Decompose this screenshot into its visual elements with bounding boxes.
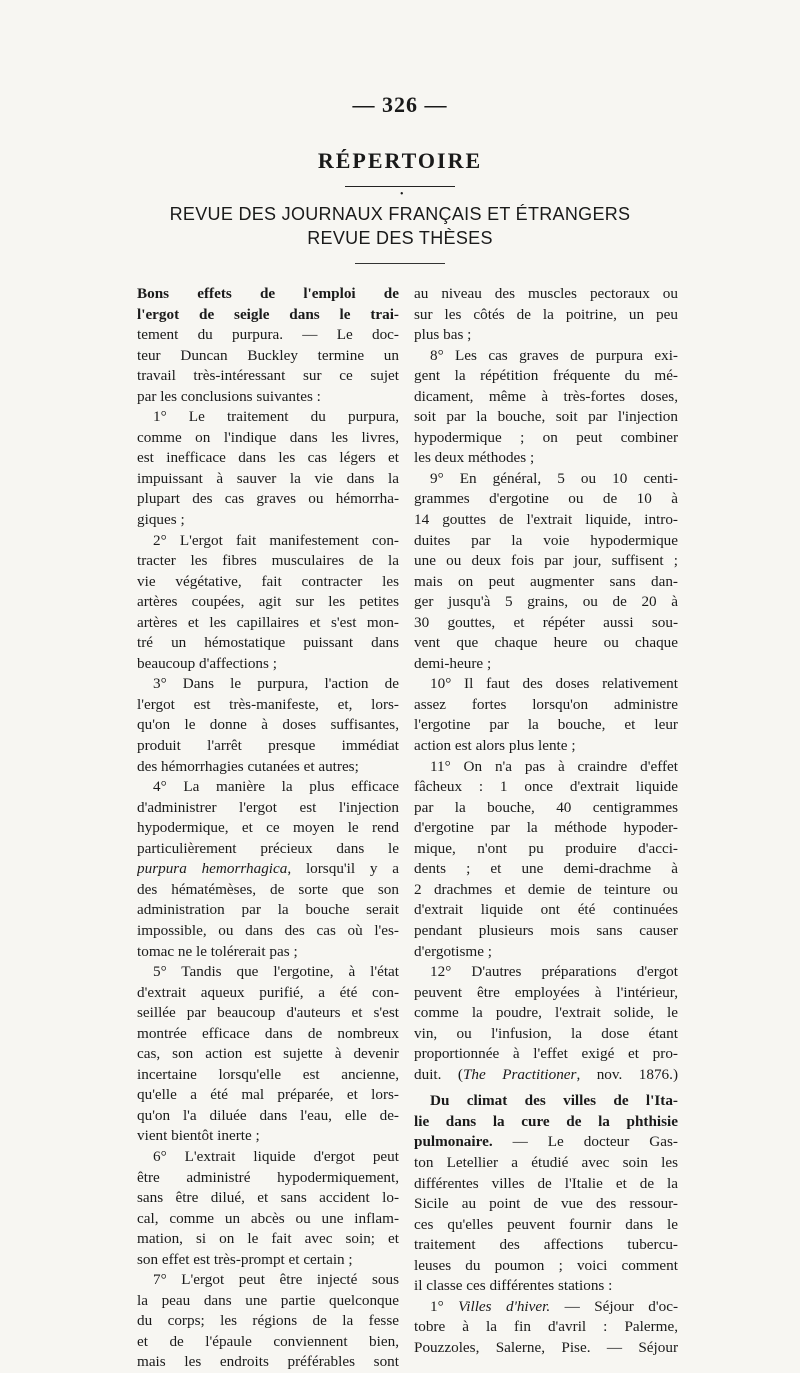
text-line: d'extrait liquide ont été continuées [414,901,678,919]
text-line: vie végétative, fait contracter les [137,572,399,590]
text-line: administration par la bouche serait [137,901,399,919]
text-line: 7° L'ergot peut être injecté sous [153,1271,399,1289]
text-line: les deux méthodes ; [414,449,535,467]
text-line: dents ; et une demi-drachme à [414,860,678,878]
text-line: mais on peut augmenter sans dan- [414,572,678,590]
text-line: par les conclusions suivantes : [137,387,321,405]
text-line: 12° D'autres préparations d'ergot [430,963,678,981]
text-line: différentes villes de l'Italie et de la [414,1174,678,1192]
text-line: et de l'épaule conviennent bien, [137,1332,399,1350]
text-line: tomac ne le tolérerait pas ; [137,942,298,960]
text-line: des hémorrhagies cutanées et autres; [137,757,359,775]
text-line: tré un hémostatique puissant dans [137,634,399,652]
text-line: d'ergotine par la méthode hypoder- [414,819,678,837]
text-line: duites par la voie hypodermique [414,531,678,549]
text-line: dicament, même à très-fortes doses, [414,387,678,405]
text-line: soit par la bouche, soit par l'injection [414,408,678,426]
text-line: 5° Tandis que l'ergotine, à l'état [153,963,399,981]
text-line: giques ; [137,511,185,529]
text-line: demi-heure ; [414,654,492,672]
text-line: comme la poudre, l'extrait solide, le [414,1004,678,1022]
text-line: hypodermique, et ce moyen le rend [137,819,399,837]
text-line: l'ergot de seigle dans le trai- [137,305,399,323]
text-line: d'administrer l'ergot est l'injection [137,798,399,816]
text-line: impuissant à sauver la vie dans la [137,469,399,487]
text-line: grammes d'ergotine ou de 10 à [414,490,678,508]
text-line: action est alors plus lente ; [414,737,576,755]
text-line: 8° Les cas graves de purpura exi- [430,346,678,364]
text-line: tobre à la fin d'avril : Palerme, [414,1318,678,1336]
text-line: 2° L'ergot fait manifestement con- [153,531,399,549]
text-line: l'ergot est très-manifeste, et, lors- [137,695,399,713]
text-line: artères coupées, agit sur les petites [137,593,399,611]
text-line: 2 drachmes et demie de teinture ou [414,880,678,898]
left-column [137,284,399,1373]
text-line: Sicile au point de vue des ressour- [414,1195,678,1213]
text-line: sans être dilué, et sans accident lo- [137,1189,399,1207]
subtitle [0,202,800,250]
text-line: 14 gouttes de l'extrait liquide, intro- [414,511,678,529]
text-line: purpura hemorrhagica, lorsqu'il y a [137,860,399,878]
text-line: ton Letellier a étudié avec soin les [414,1153,678,1171]
text-line: impossible, ou dans des cas où l'es- [137,921,399,939]
text-line: gent la répétition fréquente du mé- [414,367,678,385]
text-line: qu'on l'a diluée dans l'eau, elle de- [137,1106,399,1124]
right-column [414,284,678,1358]
text-line: lie dans la cure de la phthisie [414,1112,678,1130]
text-line: Bons effets de l'emploi de [137,285,399,302]
text-line: 3° Dans le purpura, l'action de [153,675,399,693]
text-line: ces qu'elles peuvent fournir dans le [414,1215,678,1233]
text-line: qu'on le donne à doses suffisantes, [137,716,399,734]
text-line: 4° La manière la plus efficace [153,778,399,796]
subtitle-line-1: REVUE DES JOURNAUX FRANÇAIS ET ÉTRANGERS [169,204,631,224]
text-line: mation, si on le fait avec soin; et [137,1230,399,1248]
text-line: 1° Villes d'hiver. — Séjour d'oc- [430,1297,678,1315]
section-title: RÉPERTOIRE [317,148,483,173]
text-line: artères et les capillaires et s'est mon- [137,613,399,631]
text-line: 6° L'extrait liquide d'ergot peut [153,1147,399,1165]
text-line: Pouzzoles, Salerne, Pise. — Séjour [414,1338,678,1356]
text-line: une ou deux fois par jour, suffisent ; [414,552,678,570]
text-line: fâcheux : 1 once d'extrait liquide [414,778,678,796]
title-rule [345,186,455,187]
text-line: son effet est très-prompt et certain ; [137,1250,353,1268]
text-line: qu'elle a été mal préparée, et lors- [137,1086,399,1104]
text-line: la peau dans une partie quelconque [137,1291,399,1309]
text-line: teur Duncan Buckley termine un [137,346,399,364]
text-line: vin, ou l'infusion, la dose étant [414,1024,678,1042]
text-line: d'ergotisme ; [414,942,492,960]
text-line: plupart des cas graves ou hémorrha- [137,490,399,508]
text-line: beaucoup d'affections ; [137,654,277,672]
text-line: mique, n'ont pu produire d'acci- [414,839,678,857]
text-line: seillée par beaucoup d'auteurs et s'est [137,1004,399,1022]
text-line: des hématémèses, de sorte que son [137,880,399,898]
text-line: mais les endroits préférables sont [137,1353,399,1371]
text-line: tracter les fibres musculaires de la [137,552,399,570]
text-line: traitement des affections tubercu- [414,1236,678,1254]
text-line: 10° Il faut des doses relativement [430,675,678,693]
text-line: 1° Le traitement du purpura, [153,408,399,426]
text-line: proportionnée à l'effet exigé et pro- [414,1045,678,1063]
text-line: il classe ces différentes stations : [414,1277,613,1295]
text-line: Du climat des villes de l'Ita- [430,1092,678,1110]
text-line: vient bientôt inerte ; [137,1127,260,1145]
text-line: hypodermique ; on peut combiner [414,428,678,446]
text-line: peuvent être employées à l'intérieur, [414,983,678,1001]
text-line: 9° En général, 5 ou 10 centi- [430,469,678,487]
text-line: 11° On n'a pas à craindre d'effet [430,757,678,775]
text-line: du corps; les régions de la fesse [137,1312,399,1330]
text-line: ger jusqu'à 5 grains, ou de 20 à [414,593,678,611]
text-line: vent que chaque heure ou chaque [414,634,678,652]
text-line: d'extrait aqueux purifié, a été con- [137,983,399,1001]
text-line: pulmonaire. — Le docteur Gas- [414,1133,678,1151]
page-number: — 326 — [352,92,448,117]
text-line: par la bouche, 40 centigrammes [414,798,678,816]
text-line: travail très-intéressant sur ce sujet [137,367,399,385]
text-line: plus bas ; [414,326,472,344]
text-line: cas, son action est sujette à devenir [137,1045,399,1063]
text-line: particulièrement précieux dans le [137,839,399,857]
subtitle-line-2: REVUE DES THÈSES [307,228,493,248]
text-line: tement du purpura. — Le doc- [137,326,399,344]
text-line: au niveau des muscles pectoraux ou [414,285,678,302]
text-line: être administré hypodermiquement, [137,1168,399,1186]
text-line: assez fortes lorsqu'on administre [414,695,678,713]
text-line: est inefficace dans les cas légers et [137,449,399,467]
ornament-dot: • [400,189,404,200]
text-line: pendant plusieurs mois sans causer [414,921,678,939]
text-line: produit l'arrêt presque immédiat [137,737,399,755]
text-line: 30 gouttes, et répéter aussi sou- [414,613,678,631]
text-line: sur les côtés de la poitrine, un peu [414,305,678,323]
subtitle-rule [355,263,445,264]
text-line: l'ergotine par la bouche, et leur [414,716,678,734]
text-line: cal, comme un abcès ou une inflam- [137,1209,399,1227]
text-line: duit. (The Practitioner, nov. 1876.) [414,1065,678,1083]
text-line: comme on l'indique dans les livres, [137,428,399,446]
text-line: leuses du poumon ; voici comment [414,1256,678,1274]
text-line: montrée efficace dans de nombreux [137,1024,399,1042]
text-line: incertaine lorsqu'elle est ancienne, [137,1065,399,1083]
